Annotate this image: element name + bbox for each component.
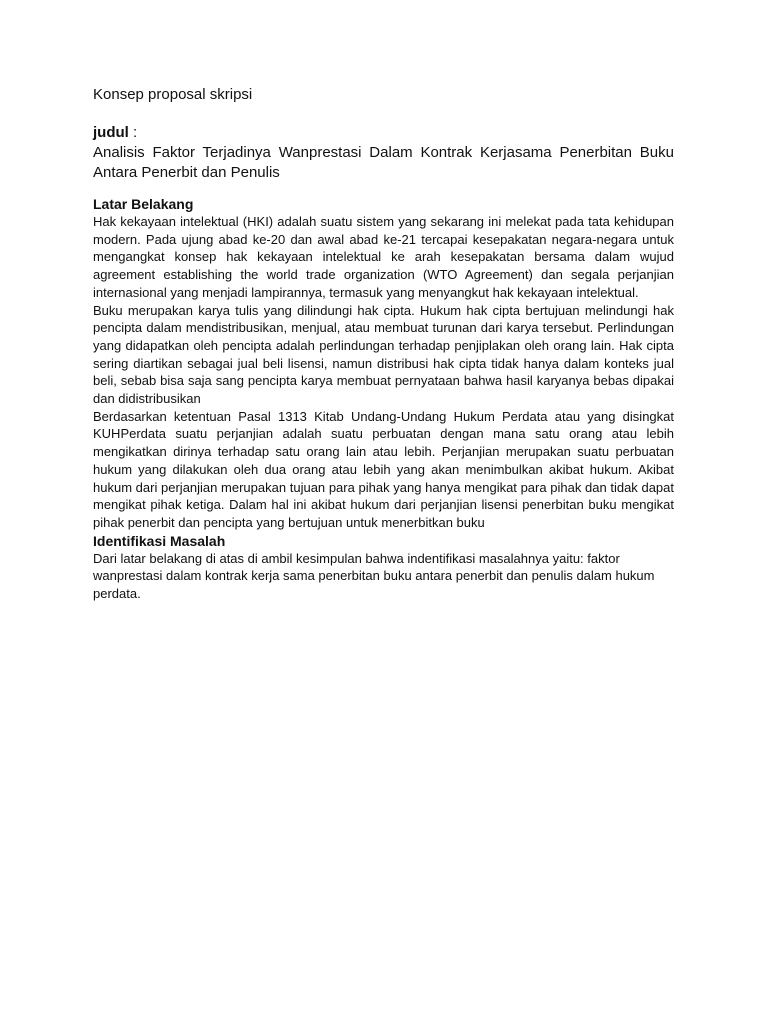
judul-separator: : (128, 124, 138, 141)
paragraph-identifikasi-masalah: Dari latar belakang di atas di ambil kesimpulan bahwa indentifikasi masalahnya yaitu: faktor wanprestasi dalam kontrak kerja sama penerbitan buku antara penerbit dan penulis dalam hukum perdata. (93, 550, 655, 602)
judul-label: judul (93, 124, 129, 141)
paragraph-latar-belakang-1: Hak kekayaan intelektual (HKI) adalah suatu sistem yang sekarang ini melekat pada tata kehidupan modern. Pada ujung abad ke-20 dan awal abad ke-21 tercapai kesepakatan negara-negara untuk mengangkat konsep hak kekayaan intelektual ke arah kesepakatan bersama dalam wujud agreement establishing the world trade organization (WTO Agreement) dan segala perjanjian internasional yang menjadi lampirannya, termasuk yang menyangkut hak kekayaan intelektual. (93, 214, 674, 300)
judul-text: Analisis Faktor Terjadinya Wanprestasi Dalam Kontrak Kerjasama Penerbitan Buku Antara Penerbit dan Penulis (93, 144, 674, 181)
document-page (93, 85, 674, 603)
section-heading-latar-belakang: Latar Belakang (93, 196, 194, 212)
paragraph-latar-belakang-2: Buku merupakan karya tulis yang dilindungi hak cipta. Hukum hak cipta bertujuan melindungi hak pencipta dalam mendistribusikan, menjual, atau membuat turunan dari karya tersebut. Perlindungan yang didapatkan oleh pencipta adalah perlindungan terhadap penjiplakan oleh orang lain. Hak cipta sering diartikan sebagai jual beli lisensi, namun distribusi hak cipta tidak hanya dalam konteks jual beli, sebab bisa saja sang pencipta karya membuat pernyataan bahwa hasil karyanya bebas dipakai dan didistribusikan (93, 302, 674, 407)
document-title: Konsep proposal skripsi (93, 86, 253, 103)
section-heading-identifikasi-masalah: Identifikasi Masalah (93, 532, 226, 549)
paragraph-latar-belakang-3: Berdasarkan ketentuan Pasal 1313 Kitab Undang-Undang Hukum Perdata atau yang disingkat KUHPerdata suatu perjanjian adalah suatu perbuatan dengan mana satu orang atau lebih mengikatkan dirinya terhadap satu orang lain atau lebih. Perjanjian merupakan suatu perbuatan hukum yang dilakukan oleh dua orang atau lebih yang akan menimbulkan akibat hukum. Akibat hukum dari perjanjian merupakan tujuan para pihak yang hanya mengikat para pihak dan tidak dapat mengikat pihak ketiga. Dalam hal ini akibat hukum dari perjanjian lisensi penerbitan buku mengikat pihak penerbit dan pencipta yang bertujuan untuk menerbitkan buku (93, 408, 674, 530)
judul-row (93, 123, 674, 143)
